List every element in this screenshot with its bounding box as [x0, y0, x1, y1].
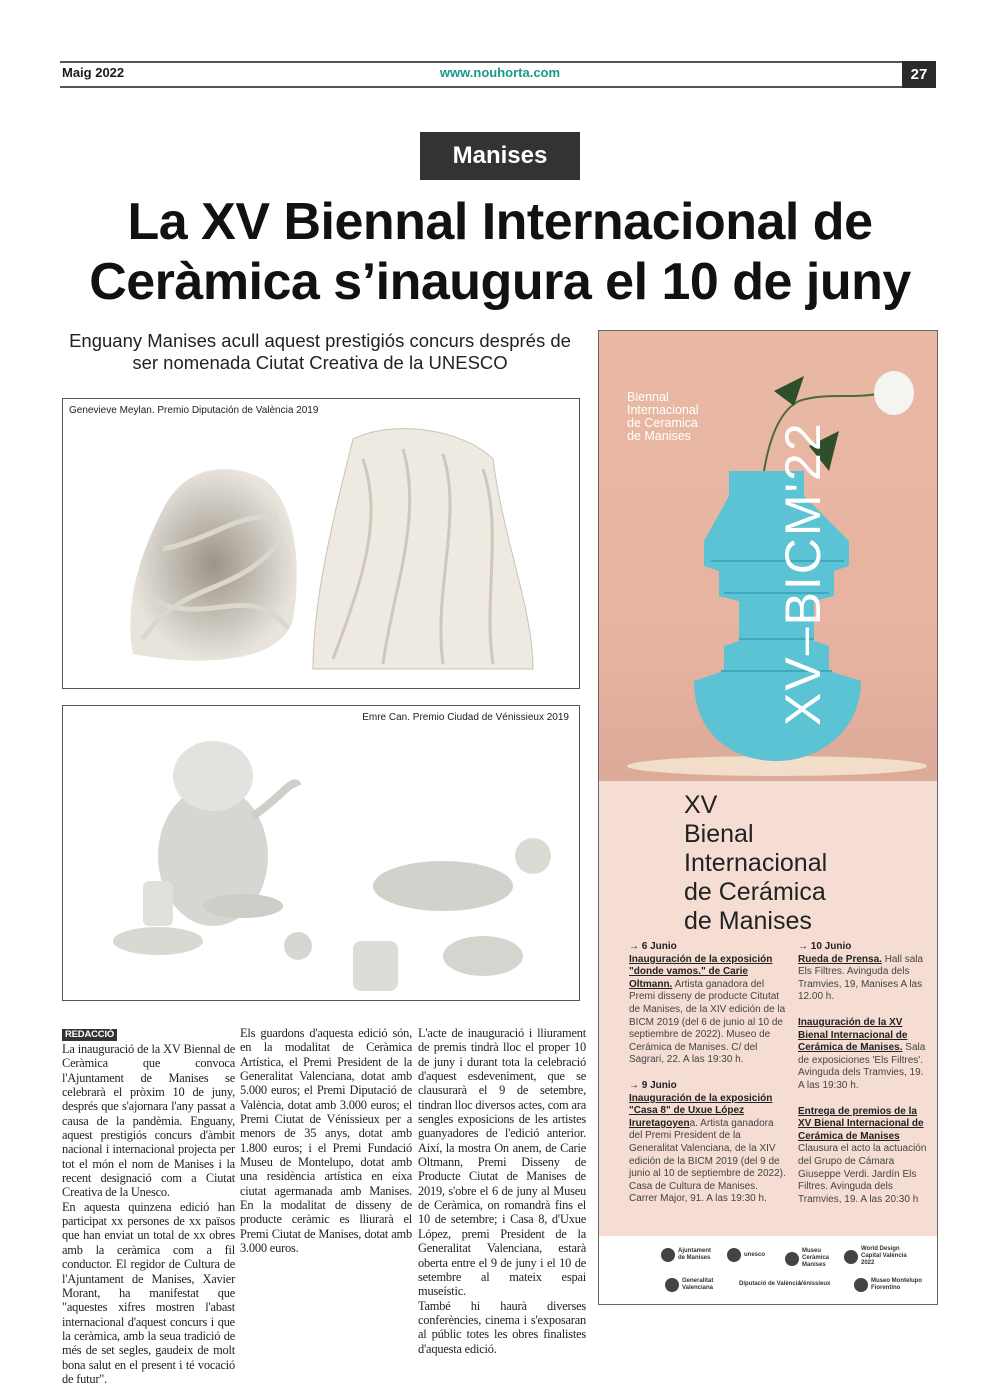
logo-generalitat [665, 1278, 725, 1292]
event-poster [598, 330, 938, 1305]
logo-montelupo [854, 1278, 924, 1292]
article-column-1 [62, 1026, 235, 1386]
poster-title-line: Internacional [684, 849, 828, 877]
article-paragraph: També hi haurà diverses conferències, cinema i s'exposaran al públic totes les obres finalistes d'aquesta edició. [418, 1298, 586, 1356]
photo-meylan [62, 398, 580, 689]
poster-title-line: de Manises [627, 429, 691, 443]
poster-title-line: de Cerámica [684, 878, 826, 906]
event-item [629, 1080, 789, 1206]
event-text: Hall sala Els Filtres. Avinguda dels Tramvies, 19, Manises A las 12.00 h. [798, 953, 924, 1003]
event-title: Inauguración de la exposición "Casa 8" de Uxue López Iruretagoyen [629, 1092, 773, 1129]
poster-image [599, 331, 937, 781]
logo-unesco [727, 1248, 765, 1262]
montelupo-emblem-icon [854, 1278, 868, 1292]
logo-world-design-capital [844, 1246, 919, 1267]
poster-title-line: Internacional [627, 403, 699, 417]
event-item [798, 1106, 930, 1207]
header-rule-bottom [60, 86, 936, 88]
wdc-emblem-icon [844, 1250, 858, 1264]
logo-diputacio [739, 1281, 801, 1288]
article-column-2 [240, 1026, 412, 1256]
photo-caption: Genevieve Meylan. Premio Diputación de València 2019 [69, 405, 319, 416]
poster-title-line: Biennal [627, 390, 669, 404]
site-url[interactable]: www.nouhorta.com [439, 65, 561, 80]
ceramics-image [63, 706, 581, 1002]
page-number: 27 [902, 61, 936, 88]
poster-title-line: Bienal [684, 820, 754, 848]
poster-small-title [627, 391, 699, 443]
sculpture-image [63, 399, 581, 690]
poster-title-line: de Ceramica [627, 416, 698, 430]
issue-date: Maig 2022 [62, 65, 125, 80]
logo-museu [785, 1248, 841, 1269]
logo-label: Museo Montelupo Fiorentino [871, 1278, 922, 1291]
event-text: Artista ganadora del Premi disseny de producte Citutat de Manises, de la XIV edición de la BICM 2019 (del 6 de junio al 10 de septiembre de 2022). Museo de Cerámica de Manises. C/ del Sagrari, 22. A las 19:30 h. [629, 978, 786, 1066]
museu-emblem-icon [785, 1252, 799, 1266]
subtitle: Enguany Manises acull aquest prestigiós concurs després de ser nomenada Ciutat Creativa de la UNESCO [69, 330, 571, 373]
event-date: → 10 Junio [798, 941, 852, 952]
events-right [798, 941, 930, 1219]
section-tag: Manises [420, 132, 580, 180]
photo-caption: Emre Can. Premio Ciudad de Vénissieux 2019 [362, 712, 569, 723]
headline: La XV Biennal Internacional de Ceràmica s’inaugura el 10 de juny [89, 193, 911, 311]
event-date: → 9 Junio [629, 1079, 677, 1091]
header-rule-top [60, 61, 936, 63]
article-paragraph: La inauguració de la XV Biennal de Ceràmica que convoca l'Ajuntament de Manises se celebrarà el pròxim 10 de juny, després que s'ajornara l'any passat a causa de la pandèmia. Enguany, aquest prestigiós concurs d'àmbit nacional i internacional projecta per tot el món el nom de Manises i la recent designació com a Ciutat Creativa de la Unesco. [62, 1042, 235, 1200]
article-column-3 [418, 1026, 586, 1356]
poster-title-line: de Manises [684, 907, 812, 935]
logo-label: Vénissieux [799, 1281, 831, 1287]
event-date: → 6 Junio [629, 941, 677, 952]
logo-label: World Design Capital València 2022 [861, 1246, 907, 1266]
sponsor-logos [599, 1236, 937, 1306]
event-title: Entrega de premios de la XV Bienal Internacional de Cerámica de Manises [798, 1105, 924, 1142]
event-item [798, 1017, 930, 1093]
byline: REDACCIÓ [62, 1029, 117, 1041]
logo-label: unesco [744, 1251, 766, 1258]
article-paragraph: Els guardons d'aquesta edició són, en la modalitat de Ceràmica Artística, el Premi President de la Generalitat Valenciana, dotat amb 5.000 euros; el Premi Diputació de València, dotat amb 3.000 euros; el Premi Ciutat de Vénissieux per a menors de 35 anys, dotat amb 1.800 euros; i el Premi Fundació Museu de Montelupo, dotat amb una residència artística en eixa ciutat agermanada amb Manises. En la modalitat de disseny de producte ceràmic es lliurarà el Premi Ciutat de Manises, dotat amb 3.000 euros. [240, 1026, 412, 1256]
event-title: Rueda de Prensa. [798, 953, 882, 965]
event-item [798, 941, 930, 1004]
poster-vertical-title: XV–BICM'22 [775, 421, 831, 726]
poster-title-line: XV [684, 791, 718, 819]
event-text: Clausura el acto la actuación del Grupo de Cámara Giuseppe Verdi. Jardín Els Filtres. Avinguda dels Tramvies, 19. A las 20:30 h [798, 1143, 927, 1205]
logo-ajuntament [661, 1248, 719, 1262]
photo-emre-can [62, 705, 580, 1001]
ajuntament-emblem-icon [661, 1248, 675, 1262]
article-paragraph: L'acte de inauguració i lliurament de premis tindrà lloc el proper 10 de juny i durant tota la celebració d'aquest esdeveniment, que se clausurarà el 9 de setembre, tindran lloc diversos actes, com ara sengles exposicions de les artistes guanyadores de l'edició anterior. Així, la mostra On anem, de Carie Oltmann, Premi Disseny de Producte Ciutat de Manises de 2019, s'obre el 6 de juny al Museu de Ceràmica, on romandrà fins el 10 de setembre; i Casa 8, d'Uxue López, premi President de la Generalitat Valenciana, estarà oberta entre el 9 de juny i el 10 de setembre al mateix espai museístic. [418, 1026, 586, 1299]
logo-label: Ajuntament de Manises [678, 1248, 711, 1261]
logo-venissieux [799, 1281, 830, 1288]
article-paragraph: En aquesta quinzena edició han participat xx persones de xx països que han enviat un total de xx obres amb la ceràmica com a fil conductor. El regidor de Cultura de l'Ajuntament de Manises, Xavier Morant, ha manifestat que "aquestes xifres mostren l'abast internacional d'aquest concurs i que la ceràmica, amb la seua tradició de més de set segles, gaudeix de molt bona salut en el present i té vocació de futur". [62, 1199, 235, 1386]
event-text: Sala de exposiciones 'Els Filtres'. Avinguda dels Tramvies, 19. A las 19:30 h. [798, 1042, 926, 1091]
event-text: a. Artista ganadora del Premi President de la Generalitat Valenciana, de la XIV edición de la BICM 2019 (del 9 de junio al 10 de septiembre de 2022). Casa de Cultura de Manises. Carrer Major, 91. A las 19:30 h. [629, 1117, 786, 1205]
event-title: Inauguración de la exposición "donde vamos." de Carie Oltmann. [629, 953, 773, 990]
unesco-emblem-icon [727, 1248, 741, 1262]
logo-label: Diputació de València [739, 1281, 801, 1287]
events-left [629, 941, 789, 1219]
event-title: Inauguración de la XV Bienal Internacional de Cerámica de Manises. [798, 1016, 908, 1054]
poster-big-title [684, 791, 827, 936]
logo-label: Museu Ceràmica Manises [802, 1248, 830, 1268]
logo-label: Generalitat Valenciana [682, 1278, 714, 1291]
event-item [629, 941, 789, 1067]
generalitat-emblem-icon [665, 1278, 679, 1292]
